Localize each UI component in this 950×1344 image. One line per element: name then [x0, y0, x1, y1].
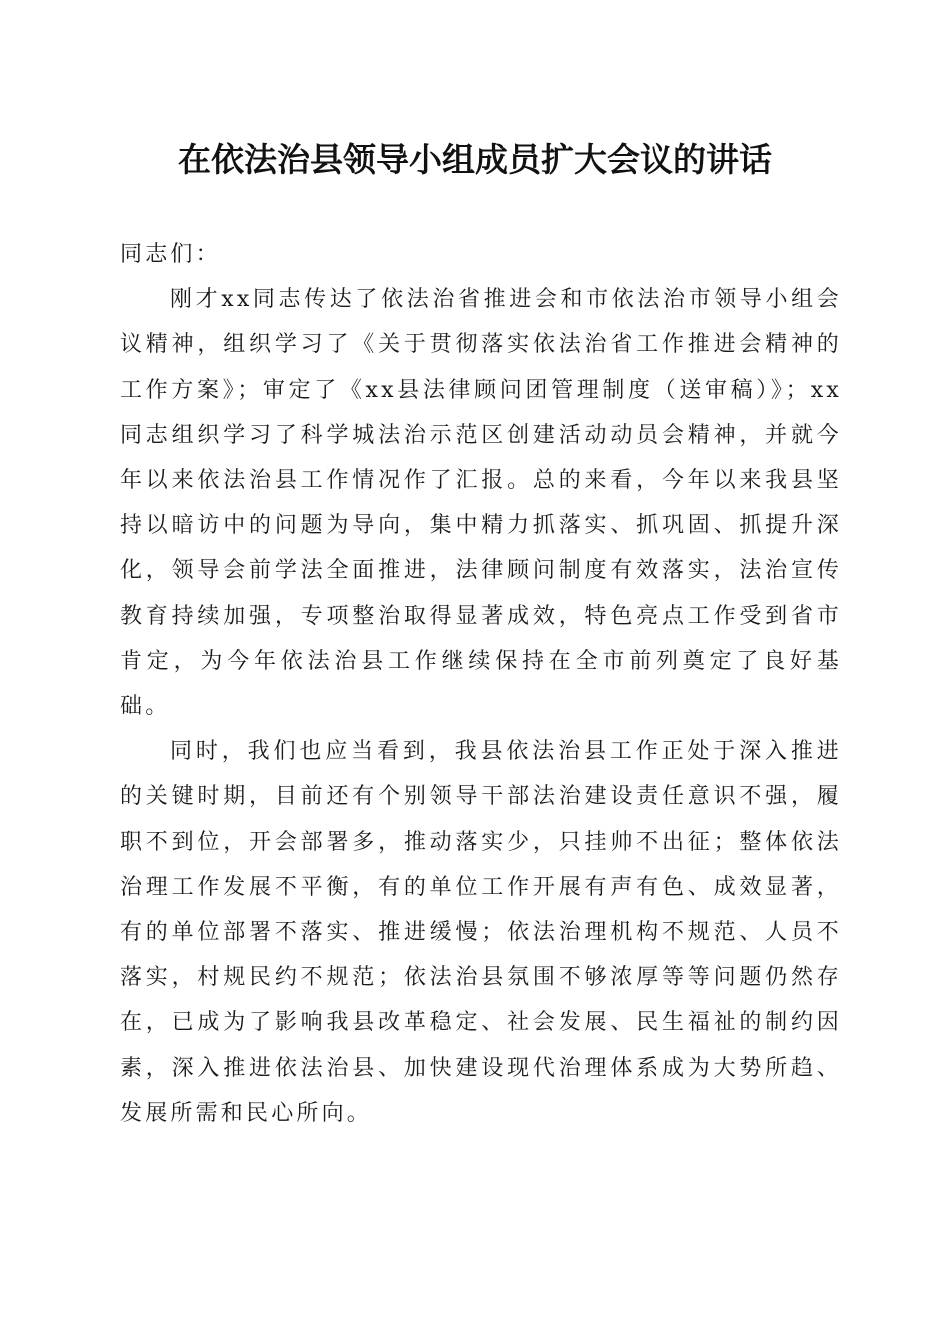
paragraph-2: 同时，我们也应当看到，我县依法治县工作正处于深入推进的关键时期，目前还有个别领导干部法治建设责任意识不强，履职不到位，开会部署多，推动落实少，只挂帅不出征；整体依法治理工作发展不平衡，有的单位工作开展有声有色、成效显著，有的单位部署不落实、推进缓慢；依法治理机构不规范、人员不落实，村规民约不规范；依法治县氛围不够浓厚等等问题仍然存在，已成为了影响我县改革稳定、社会发展、民生福祉的制约因素，深入推进依法治县、加快建设现代治理体系成为大势所趋、发展所需和民心所向。 [120, 739, 842, 1126]
paragraph-1: 刚才xx同志传达了依法治省推进会和市依法治市领导小组会议精神，组织学习了《关于贯彻落实依法治省工作推进会精神的工作方案》；审定了《xx县法律顾问团管理制度（送审稿）》；xx同志组织学习了科学城法治示范区创建活动动员会精神，并就今年以来依法治县工作情况作了汇报。总的来看，今年以来我县坚持以暗访中的问题为导向，集中精力抓落实、抓巩固、抓提升深化，领导会前学法全面推进，法律顾问制度有效落实，法治宣传教育持续加强，专项整治取得显著成效，特色亮点工作受到省市肯定，为今年依法治县工作继续保持在全市前列奠定了良好基础。 [120, 287, 842, 720]
document-body [120, 232, 842, 1136]
salutation: 同志们： [120, 242, 221, 267]
document-title: 在依法治县领导小组成员扩大会议的讲话 [178, 140, 772, 179]
